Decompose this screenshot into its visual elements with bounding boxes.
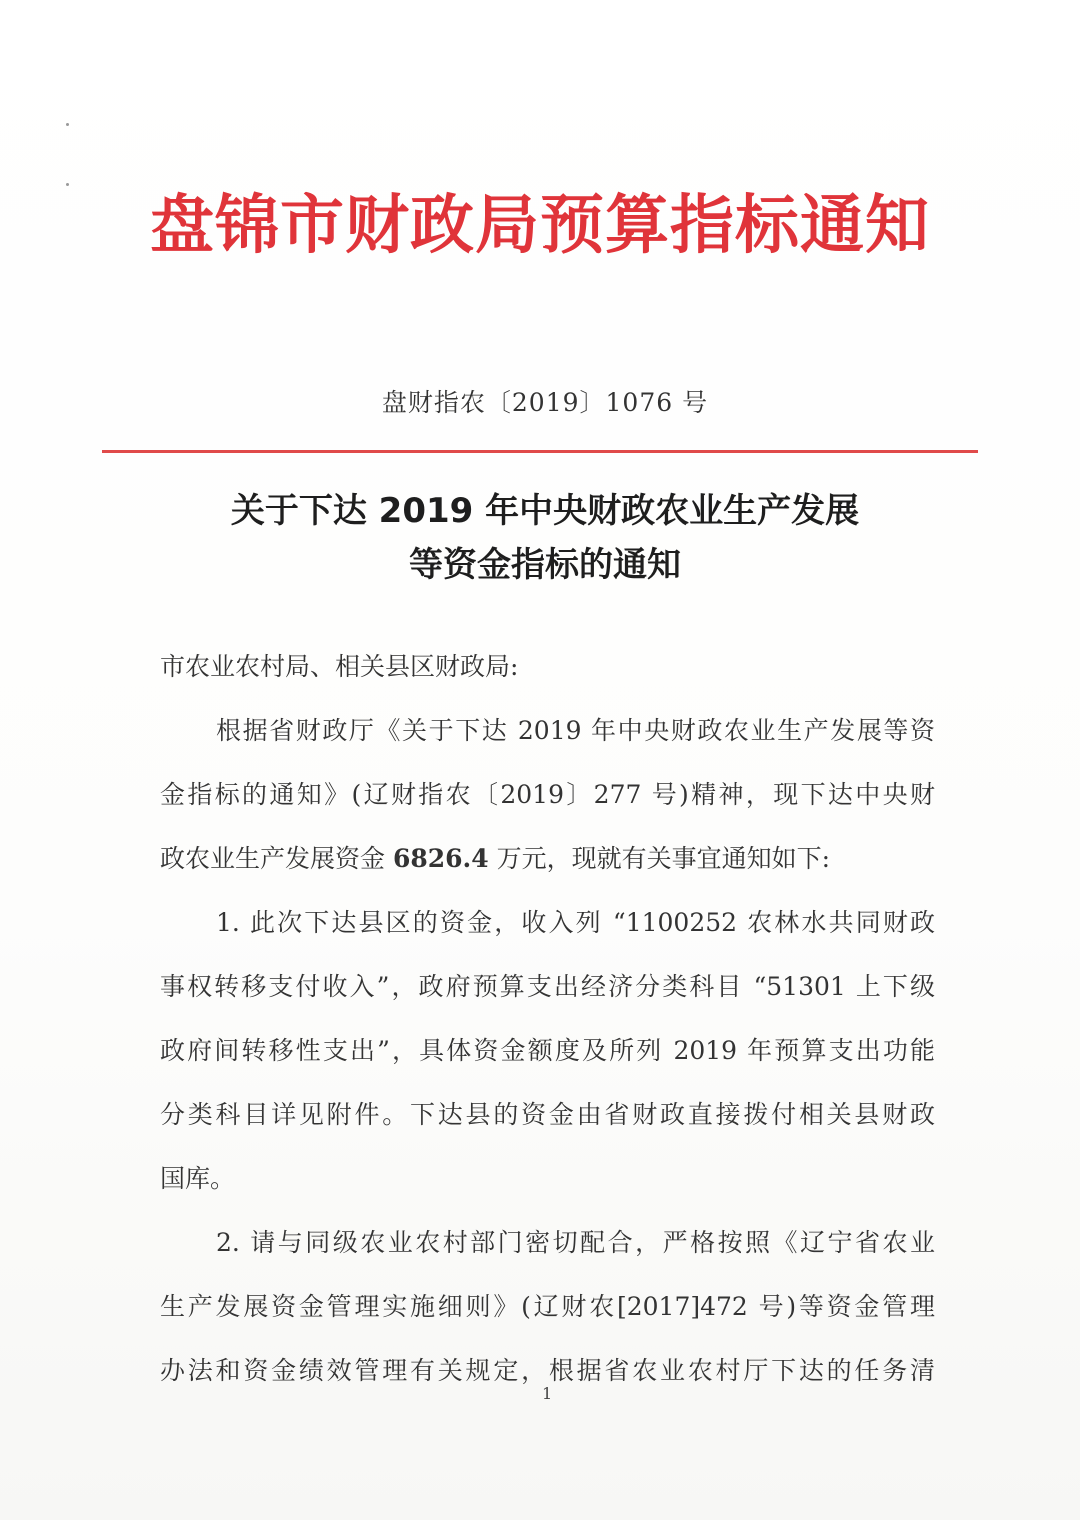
item-1-line-5: 国库。 xyxy=(160,1164,236,1193)
item-1-line-2: 事权转移支付收入”，政府预算支出经济分类科目 “51301 上下级 xyxy=(160,972,935,1001)
document-title xyxy=(100,484,990,592)
item-2-line-3: 办法和资金绩效管理有关规定，根据省农业农村厅下达的任务清 xyxy=(160,1356,935,1385)
agency-header-title: 盘锦市财政局预算指标通知 xyxy=(150,189,930,263)
page-number: 1 xyxy=(542,1384,553,1403)
scan-speck xyxy=(66,123,69,126)
paragraph-1-line-3-end: 万元，现就有关事宜通知如下: xyxy=(488,844,831,873)
document-body xyxy=(160,635,935,1403)
paragraph-1-line-3 xyxy=(160,827,935,891)
scan-speck xyxy=(66,183,69,186)
item-2-line-1: 2. 请与同级农业农村部门密切配合，严格按照《辽宁省农业 xyxy=(216,1228,935,1257)
paragraph-1-line-3-start: 政农业生产发展资金 xyxy=(160,844,393,873)
fund-amount: 6826.4 xyxy=(392,844,489,873)
item-2-line-2: 生产发展资金管理实施细则》(辽财农[2017]472 号)等资金管理 xyxy=(160,1292,935,1321)
salutation: 市农业农村局、相关县区财政局: xyxy=(160,652,519,681)
title-line-2: 等资金指标的通知 xyxy=(409,545,681,585)
paragraph-1-line-2: 金指标的通知》(辽财指农〔2019〕277 号)精神，现下达中央财 xyxy=(160,780,935,809)
title-line-1: 关于下达 2019 年中央财政农业生产发展 xyxy=(230,491,860,531)
red-divider-rule xyxy=(102,450,978,453)
item-1-line-4: 分类科目详见附件。下达县的资金由省财政直接拨付相关县财政 xyxy=(160,1100,935,1129)
document-number: 盘财指农〔2019〕1076 号 xyxy=(381,388,709,417)
item-1-line-1: 1. 此次下达县区的资金，收入列 “1100252 农林水共同财政 xyxy=(216,908,935,937)
paragraph-1-line-1: 根据省财政厅《关于下达 2019 年中央财政农业生产发展等资 xyxy=(216,716,935,745)
item-1-line-3: 政府间转移性支出”，具体资金额度及所列 2019 年预算支出功能 xyxy=(160,1036,935,1065)
